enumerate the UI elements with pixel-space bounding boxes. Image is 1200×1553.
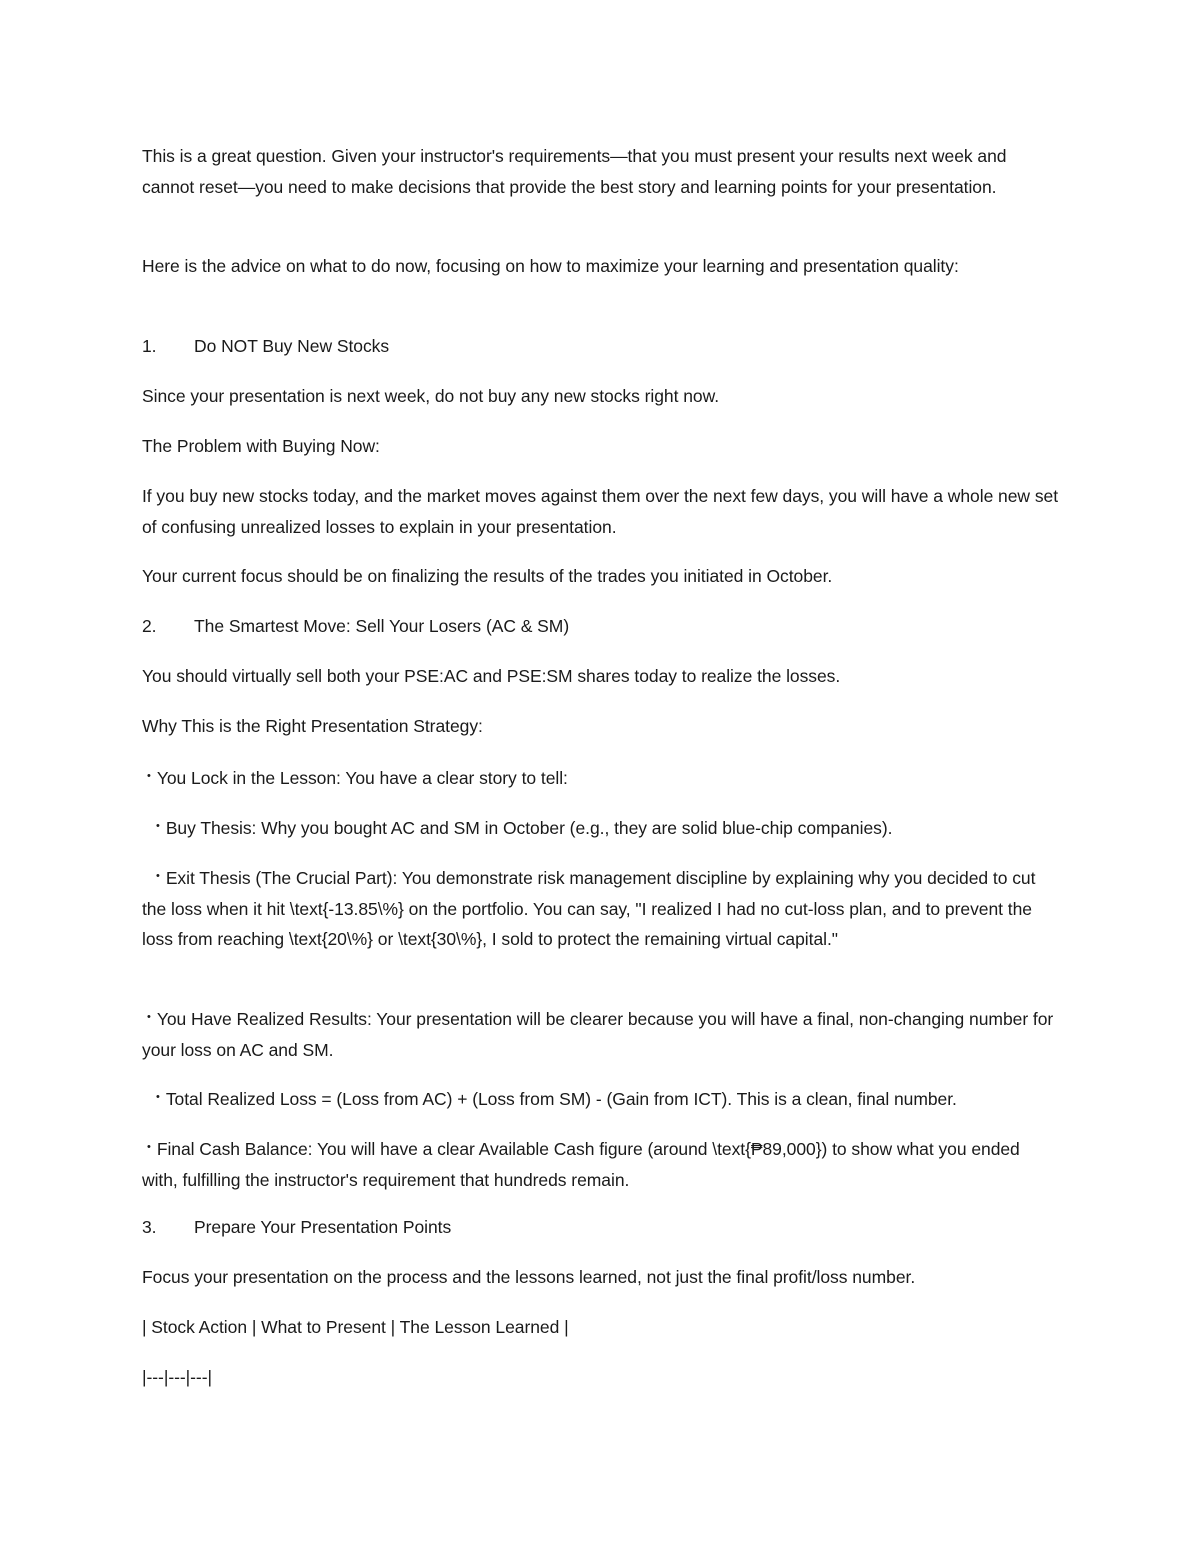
bullet-item [156, 811, 1074, 844]
bullet-text: You Have Realized Results: Your presentation will be clearer because you will have a final, non-changing number for your loss on AC and SM. [142, 1009, 1054, 1060]
bullet-text: Final Cash Balance: You will have a clear Available Cash figure (around \text{₱89,000}) to show what you ended with, fulfilling the instructor's requirement that hundreds remain. [142, 1139, 1020, 1190]
section3-paragraph-1: Focus your presentation on the process and the lessons learned, not just the final profit/loss number. [142, 1267, 916, 1287]
bullet-item [142, 1132, 1060, 1195]
bullet-text: Exit Thesis (The Crucial Part): You demonstrate risk management discipline by explaining why you decided to cut the loss when it hit \text{-13.85\%} on the portfolio. You can say, "I realized I had no cut-loss plan, and to prevent the loss from reaching \text{20\%} or \text{30\%}, I sold to protect the remaining virtual capital." [142, 868, 1036, 949]
section2-paragraph-1: You should virtually sell both your PSE:AC and PSE:SM shares today to realize the losses. [142, 666, 841, 686]
bullet-icon: • [156, 870, 160, 882]
bullet-icon: • [147, 770, 151, 782]
section3-title: Prepare Your Presentation Points [194, 1217, 452, 1237]
bullet-text: Buy Thesis: Why you bought AC and SM in October (e.g., they are solid blue-chip companies). [165, 818, 893, 838]
table-header-row: | Stock Action | What to Present | The Lesson Learned | [142, 1317, 569, 1337]
bullet-icon: • [147, 1141, 151, 1153]
bullet-item [156, 1082, 1074, 1115]
advice-intro-paragraph: Here is the advice on what to do now, focusing on how to maximize your learning and presentation quality: [142, 256, 959, 276]
bullet-text: Total Realized Loss = (Loss from AC) + (Loss from SM) - (Gain from ICT). This is a clean, final number. [165, 1089, 957, 1109]
section3-heading [142, 1212, 1060, 1243]
section2-heading [142, 611, 1060, 642]
section1-subheading: The Problem with Buying Now: [142, 436, 380, 456]
section1-number: 1. [142, 336, 157, 356]
bullet-item [142, 861, 1060, 955]
bullet-icon: • [156, 1091, 160, 1103]
bullet-item [147, 761, 1065, 794]
section1-heading [142, 331, 1060, 362]
section2-number: 2. [142, 616, 157, 636]
bullet-text: You Lock in the Lesson: You have a clear story to tell: [156, 768, 568, 788]
bullet-icon: • [156, 820, 160, 832]
bullet-icon: • [147, 1011, 151, 1023]
bullet-item [142, 1002, 1060, 1065]
section2-title: The Smartest Move: Sell Your Losers (AC & SM) [194, 616, 570, 636]
section1-paragraph-1: Since your presentation is next week, do not buy any new stocks right now. [142, 386, 720, 406]
section1-paragraph-2: If you buy new stocks today, and the market moves against them over the next few days, you will have a whole new set of confusing unrealized losses to explain in your presentation. [142, 486, 1059, 537]
section3-number: 3. [142, 1217, 157, 1237]
table-separator-row: |---|---|---| [142, 1367, 212, 1387]
section2-subheading: Why This is the Right Presentation Strategy: [142, 716, 483, 736]
intro-paragraph: This is a great question. Given your instructor's requirements—that you must present your results next week and cannot reset—you need to make decisions that provide the best story and learning points for your presentation. [142, 146, 1007, 197]
section1-paragraph-3: Your current focus should be on finalizing the results of the trades you initiated in October. [142, 566, 833, 586]
section1-title: Do NOT Buy New Stocks [194, 336, 390, 356]
